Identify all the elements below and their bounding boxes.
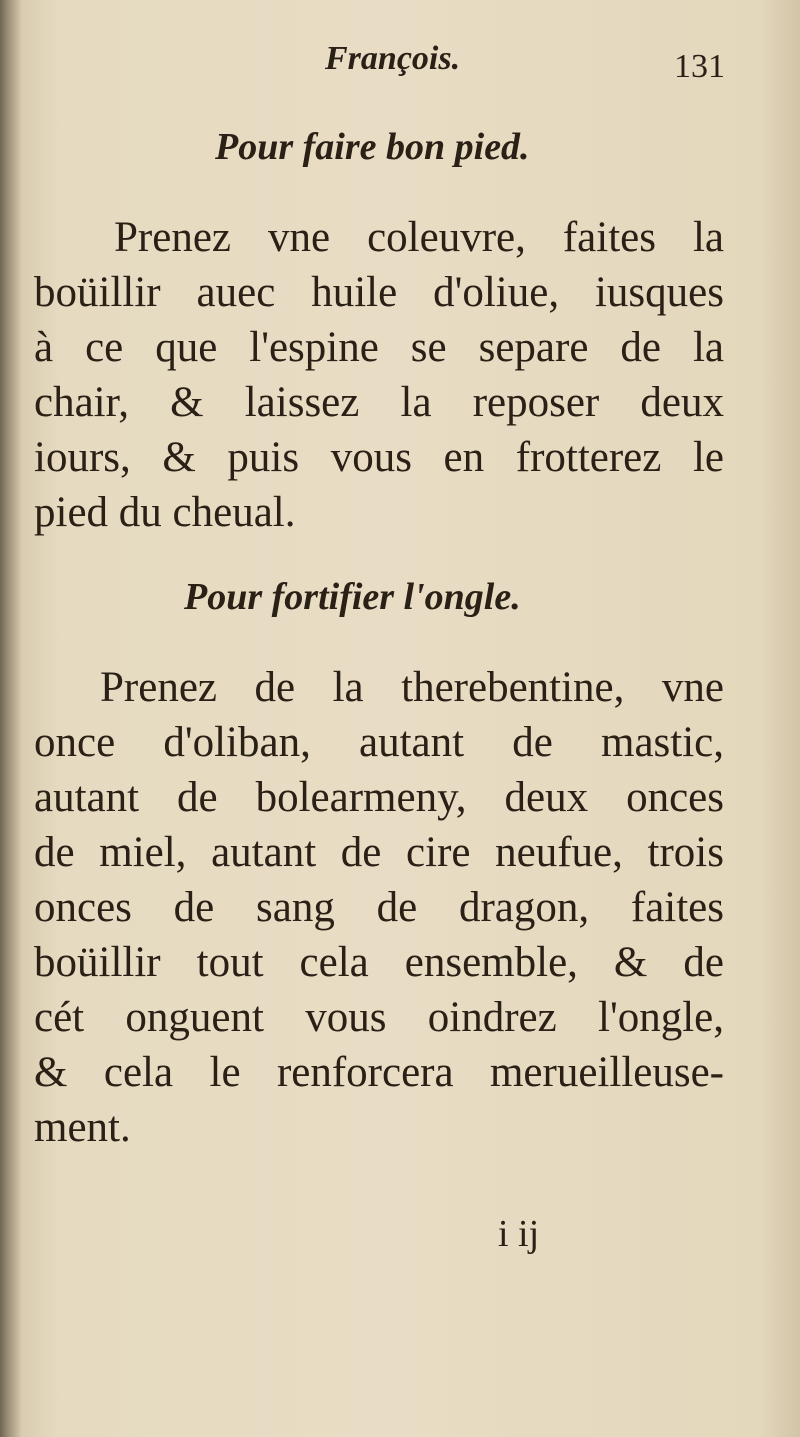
text-line: once d'oliban, autant de mastic, <box>34 719 724 766</box>
text-line: boüillir auec huile d'oliue, iusques <box>34 269 724 316</box>
text-line: de miel, autant de cire neufue, trois <box>34 829 724 876</box>
text-line: & cela le renforcera merueilleuse- <box>34 1049 724 1096</box>
section-heading-pied: Pour faire bon pied. <box>215 126 530 168</box>
text-line: onces de sang de dragon, faites <box>34 884 724 931</box>
text-line: boüillir tout cela ensemble, & de <box>34 939 724 986</box>
text-line: iours, & puis vous en frotterez le <box>34 434 724 481</box>
text-line: cét onguent vous oindrez l'ongle, <box>34 994 724 1041</box>
running-title: François. <box>325 40 461 77</box>
signature-mark: i ij <box>498 1213 540 1255</box>
text-line: à ce que l'espine se separe de la <box>34 324 724 371</box>
text-line: Prenez vne coleuvre, faites la <box>114 214 724 261</box>
text-line: ment. <box>34 1104 131 1151</box>
text-line: Prenez de la therebentine, vne <box>100 664 724 711</box>
section-heading-ongle: Pour fortifier l'ongle. <box>184 576 521 618</box>
text-line: pied du cheual. <box>34 489 296 536</box>
text-line: chair, & laissez la reposer deux <box>34 379 724 426</box>
page-header <box>0 40 800 100</box>
page-number: 131 <box>674 48 725 85</box>
section-body-ongle <box>34 660 724 1155</box>
section-body-pied <box>34 210 724 540</box>
text-line: autant de bolearmeny, deux onces <box>34 774 724 821</box>
